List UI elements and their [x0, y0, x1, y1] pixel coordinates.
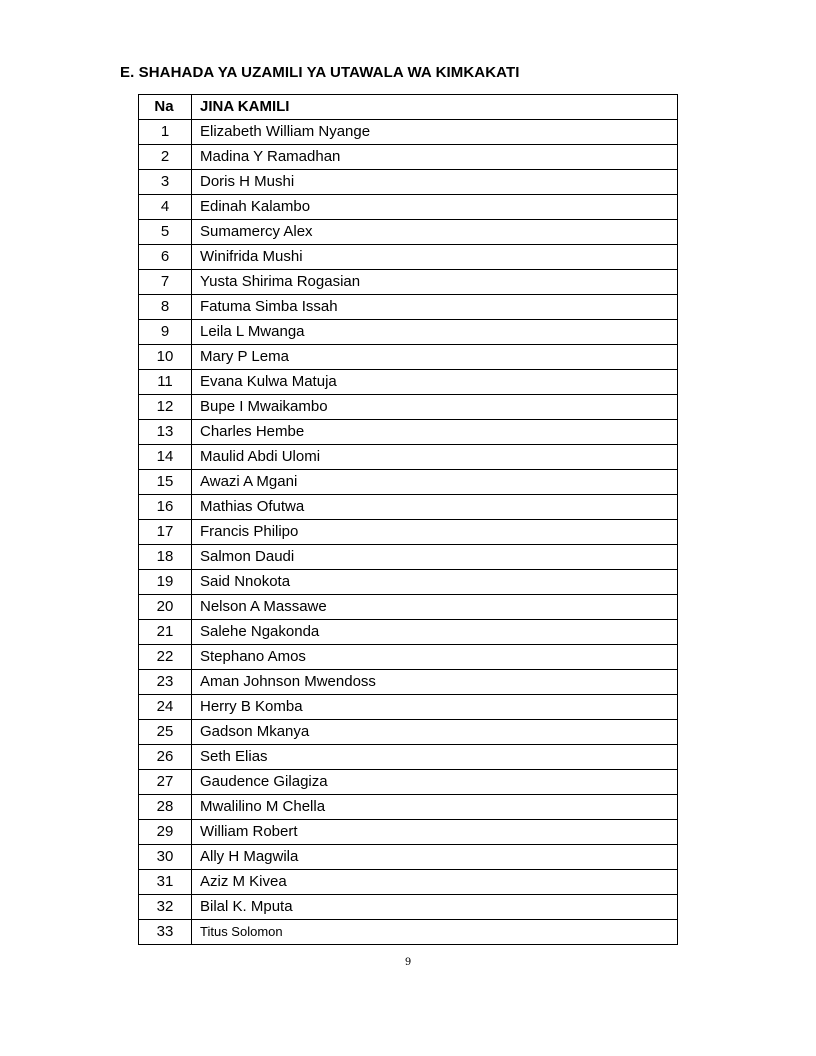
row-number: 17	[139, 520, 192, 545]
row-number: 19	[139, 570, 192, 595]
table-row	[139, 395, 678, 420]
table-row	[139, 820, 678, 845]
section-heading: E. SHAHADA YA UZAMILI YA UTAWALA WA KIMKAKATI	[120, 64, 520, 81]
full-name: Evana Kulwa Matuja	[192, 370, 678, 395]
table-row	[139, 595, 678, 620]
row-number: 3	[139, 170, 192, 195]
row-number: 15	[139, 470, 192, 495]
table-row	[139, 470, 678, 495]
table-row	[139, 445, 678, 470]
row-number: 2	[139, 145, 192, 170]
full-name: Mwalilino M Chella	[192, 795, 678, 820]
table-row	[139, 320, 678, 345]
row-number: 28	[139, 795, 192, 820]
table-row	[139, 770, 678, 795]
row-number: 7	[139, 270, 192, 295]
row-number: 30	[139, 845, 192, 870]
row-number: 10	[139, 345, 192, 370]
table-row	[139, 545, 678, 570]
row-number: 20	[139, 595, 192, 620]
full-name: Salehe Ngakonda	[192, 620, 678, 645]
full-name: Madina Y Ramadhan	[192, 145, 678, 170]
table-row	[139, 870, 678, 895]
table-row	[139, 170, 678, 195]
page-number: 9	[404, 957, 412, 968]
column-header-na: Na	[139, 95, 192, 120]
table-row	[139, 645, 678, 670]
table-row	[139, 845, 678, 870]
table-row	[139, 570, 678, 595]
row-number: 29	[139, 820, 192, 845]
table-row	[139, 720, 678, 745]
table-row	[139, 270, 678, 295]
column-header-jina-kamili: JINA KAMILI	[192, 95, 678, 120]
full-name: Edinah Kalambo	[192, 195, 678, 220]
table-row	[139, 145, 678, 170]
table-row	[139, 245, 678, 270]
row-number: 6	[139, 245, 192, 270]
row-number: 11	[139, 370, 192, 395]
full-name: Doris H Mushi	[192, 170, 678, 195]
table-row	[139, 420, 678, 445]
full-name: Seth Elias	[192, 745, 678, 770]
table-row	[139, 295, 678, 320]
row-number: 31	[139, 870, 192, 895]
full-name: Mary P Lema	[192, 345, 678, 370]
table-row	[139, 920, 678, 945]
full-name: Gadson Mkanya	[192, 720, 678, 745]
full-name: Said Nnokota	[192, 570, 678, 595]
row-number: 5	[139, 220, 192, 245]
table-row	[139, 620, 678, 645]
full-name: William Robert	[192, 820, 678, 845]
full-name: Elizabeth William Nyange	[192, 120, 678, 145]
table-row	[139, 220, 678, 245]
row-number: 26	[139, 745, 192, 770]
full-name: Nelson A Massawe	[192, 595, 678, 620]
full-name: Herry B Komba	[192, 695, 678, 720]
full-name: Awazi A Mgani	[192, 470, 678, 495]
full-name: Francis Philipo	[192, 520, 678, 545]
table-row	[139, 520, 678, 545]
row-number: 14	[139, 445, 192, 470]
full-name: Fatuma Simba Issah	[192, 295, 678, 320]
full-name: Titus Solomon	[192, 920, 678, 945]
full-name: Charles Hembe	[192, 420, 678, 445]
row-number: 25	[139, 720, 192, 745]
table-row	[139, 895, 678, 920]
row-number: 27	[139, 770, 192, 795]
full-name: Sumamercy Alex	[192, 220, 678, 245]
full-name: Bilal K. Mputa	[192, 895, 678, 920]
row-number: 32	[139, 895, 192, 920]
table-row	[139, 695, 678, 720]
row-number: 33	[139, 920, 192, 945]
names-table	[138, 94, 678, 945]
full-name: Yusta Shirima Rogasian	[192, 270, 678, 295]
table-row	[139, 120, 678, 145]
row-number: 4	[139, 195, 192, 220]
row-number: 18	[139, 545, 192, 570]
full-name: Bupe I Mwaikambo	[192, 395, 678, 420]
row-number: 16	[139, 495, 192, 520]
full-name: Aziz M Kivea	[192, 870, 678, 895]
full-name: Maulid Abdi Ulomi	[192, 445, 678, 470]
row-number: 8	[139, 295, 192, 320]
row-number: 21	[139, 620, 192, 645]
table-row	[139, 745, 678, 770]
table-body	[139, 120, 678, 945]
row-number: 1	[139, 120, 192, 145]
full-name: Stephano Amos	[192, 645, 678, 670]
table-row	[139, 370, 678, 395]
full-name: Mathias Ofutwa	[192, 495, 678, 520]
row-number: 23	[139, 670, 192, 695]
row-number: 13	[139, 420, 192, 445]
table-row	[139, 345, 678, 370]
table-header-row	[139, 95, 678, 120]
table-row	[139, 670, 678, 695]
full-name: Gaudence Gilagiza	[192, 770, 678, 795]
full-name: Winifrida Mushi	[192, 245, 678, 270]
table-row	[139, 195, 678, 220]
row-number: 12	[139, 395, 192, 420]
full-name: Salmon Daudi	[192, 545, 678, 570]
row-number: 24	[139, 695, 192, 720]
row-number: 22	[139, 645, 192, 670]
full-name: Aman Johnson Mwendoss	[192, 670, 678, 695]
row-number: 9	[139, 320, 192, 345]
full-name: Ally H Magwila	[192, 845, 678, 870]
table-row	[139, 495, 678, 520]
table-row	[139, 795, 678, 820]
full-name: Leila L Mwanga	[192, 320, 678, 345]
